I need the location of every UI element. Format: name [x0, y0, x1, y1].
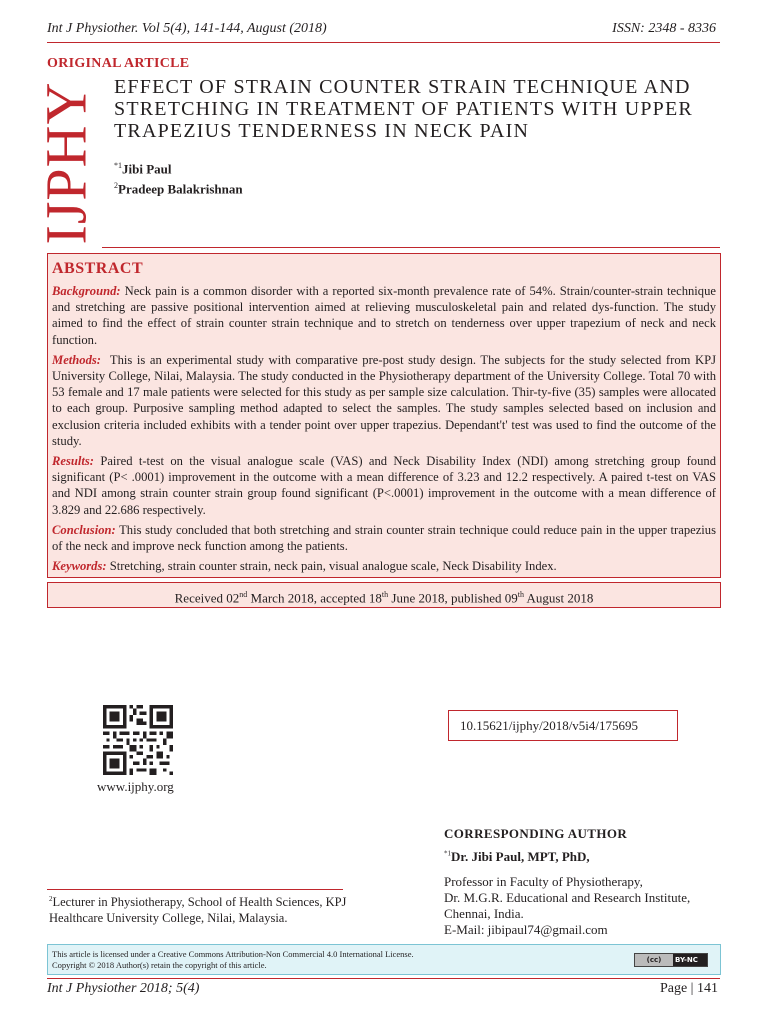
methods-text: This is an experimental study with comparative pre-post study design. The subjects for the study selected from KPJ University College, Nilai, Malaysia. The study conducted in the Physiotherapy department of the University College. Total 70 with 53 female and 17 male patients were selected for this study as per sample size calculation. Thir-ty-five (35) samples were allocated to each group. Purposive sampling method adapted to select the samples. The study samples selected based on inclusion and exclusion criteria included exhibits with a tender point over upper trapezius. Dependant't' test was used to find the outcome of the study.: [52, 352, 716, 448]
corresponding-marker: *1: [444, 849, 451, 858]
journal-website-link[interactable]: www.ijphy.org: [97, 779, 174, 794]
author-affiliation: [49, 891, 349, 926]
license-notice: [47, 944, 721, 975]
doi-link[interactable]: 10.15621/ijphy/2018/v5i4/175695: [448, 710, 678, 741]
author-2: [114, 177, 243, 197]
background-label: Background:: [52, 284, 121, 298]
publication-dates: [47, 582, 721, 608]
creative-commons-badge-icon[interactable]: [634, 953, 708, 967]
abstract-box: [47, 253, 721, 578]
received-suffix: nd: [239, 590, 248, 599]
title-line: STRETCHING IN TREATMENT OF PATIENTS WITH UPPER: [114, 98, 693, 120]
background-text: Neck pain is a common disorder with a reported six-month prevalence rate of 54%. Strain/counter-strain technique and stretching are passive positional intervention aimed at relieving musculoskeletal pain and related dys-function. The study aimed to find the effect of strain counter strain technique and to stretch on tenderness over upper trapezium of neck and neck function.: [52, 284, 716, 347]
article-title: [114, 76, 729, 142]
corresponding-line: Dr. M.G.R. Educational and Research Institute,: [444, 890, 691, 905]
affiliation-marker: 2: [49, 895, 53, 903]
corresponding-author-details: [444, 874, 690, 938]
abstract-conclusion: [52, 522, 716, 554]
journal-logo-text: IJPHY: [33, 81, 99, 244]
corresponding-author-heading: CORRESPONDING AUTHOR: [444, 826, 628, 841]
article-type-label: ORIGINAL ARTICLE: [47, 56, 190, 71]
published-tail: August 2018: [524, 590, 594, 606]
accepted-part: March 2018, accepted 18: [247, 590, 382, 606]
qr-code-icon[interactable]: [103, 705, 173, 775]
copyright-line: Copyright © 2018 Author(s) retain the copyright of this article.: [52, 960, 267, 970]
author-1: [114, 157, 243, 177]
results-label: Results:: [52, 454, 94, 469]
author-list: [114, 157, 243, 198]
title-line: TRAPEZIUS TENDERNESS IN NECK PAIN: [114, 120, 530, 142]
footer-divider: [47, 978, 720, 979]
author-1-marker: *1: [114, 161, 122, 170]
footer-citation: Int J Physiother 2018; 5(4): [47, 981, 200, 996]
corresponding-line: Chennai, India.: [444, 906, 524, 921]
conclusion-text: This study concluded that both stretching and strain counter strain technique could reduce pain in the upper trapezius of the neck and improve neck function among the patients.: [52, 522, 717, 554]
published-part: June 2018, published 09: [388, 590, 518, 606]
header-divider: [47, 42, 720, 43]
conclusion-label: Conclusion:: [52, 522, 116, 537]
author-1-name: Jibi Paul: [122, 161, 172, 177]
abstract-heading: ABSTRACT: [52, 260, 144, 277]
running-header-journal: Int J Physiother. Vol 5(4), 141-144, August (2018): [47, 21, 327, 36]
keywords-text: Stretching, strain counter strain, neck pain, visual analogue scale, Neck Disability Index.: [109, 559, 557, 574]
license-line: This article is licensed under a Creative Commons Attribution-Non Commercial 4.0 International License.: [52, 949, 414, 959]
methods-label: Methods:: [52, 352, 101, 367]
author-2-name: Pradeep Balakrishnan: [118, 181, 243, 197]
cc-badge-right: BY-NC: [675, 956, 698, 964]
abstract-background: [52, 283, 716, 348]
keywords-label: Keywords:: [52, 559, 107, 574]
running-header-issn: ISSN: 2348 - 8336: [612, 21, 716, 36]
corresponding-email[interactable]: E-Mail: jibipaul74@gmail.com: [444, 922, 608, 937]
title-divider: [102, 247, 720, 248]
results-text: Paired t-test on the visual analogue scale (VAS) and Neck Disability Index (NDI) among stretching group found significant (P< .0001) improvement in the outcome with a mean difference of 3.23 and 12.2 respectively. A paired t-test on VAS and NDI among strain counter strain group found significant (P<.0001) improvement in the outcome with a mean difference of 3.829 and 22.686 respectively.: [52, 454, 716, 517]
corresponding-author-name: [444, 849, 590, 865]
cc-badge-left: (cc): [635, 954, 673, 966]
abstract-results: [52, 453, 716, 518]
abstract-methods: [52, 352, 716, 449]
title-line: EFFECT OF STRAIN COUNTER STRAIN TECHNIQUE AND: [114, 76, 691, 98]
corresponding-name-text: Dr. Jibi Paul, MPT, PhD,: [451, 849, 590, 864]
corresponding-line: Professor in Faculty of Physiotherapy,: [444, 874, 643, 889]
published-suffix: th: [517, 590, 525, 599]
received-part: Received 02: [174, 590, 240, 606]
abstract-keywords: [52, 558, 716, 574]
affiliation-text: Lecturer in Physiotherapy, School of Health Sciences, KPJ Healthcare University College, Nilai, Malaysia.: [49, 895, 347, 926]
accepted-suffix: th: [381, 590, 389, 599]
author-2-marker: 2: [114, 181, 118, 191]
page-number: Page | 141: [659, 981, 718, 996]
journal-logo: [33, 80, 99, 245]
affiliation-divider: [47, 889, 343, 890]
